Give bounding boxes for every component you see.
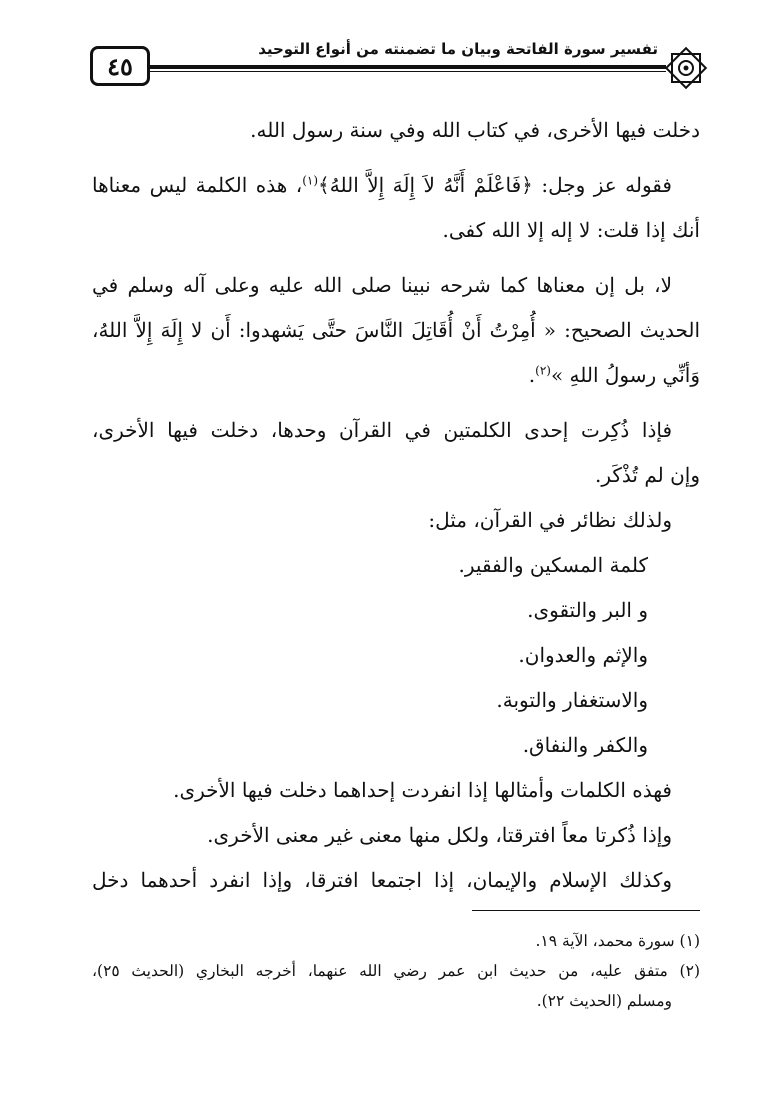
footnote-ref: (١) <box>302 173 319 188</box>
text-line: فهذه الكلمات وأمثالها إذا انفردت إحداهما دخلت فيها الأخرى. <box>173 778 672 802</box>
hadith-quote: وَأنِّي رسولُ اللهِ » <box>550 363 700 387</box>
page-number: ٤٥ <box>90 46 150 86</box>
text-line: الحديث الصحيح: « أُمِرْتُ أَنْ أُقَاتِلَ النَّاسَ حتَّى يَشهدوا: أَن لا إِلَهَ إِلاَّ اللهُ، <box>92 318 700 342</box>
main-text <box>92 108 700 903</box>
text-line: لا، بل إن معناها كما شرحه نبينا صلى الله عليه وعلى آله وسلم في <box>92 273 672 297</box>
list-item: و البر والتقوى. <box>527 598 648 622</box>
footnote: (١) سورة محمد، الآية ١٩. <box>535 932 700 950</box>
list-item: والاستغفار والتوبة. <box>496 688 648 712</box>
header-rule-thin <box>150 71 666 72</box>
list-item: والكفر والنفاق. <box>522 733 648 757</box>
text-line: وكذلك الإسلام والإيمان، إذا اجتمعا افترقا، وإذا انفرد أحدهما دخل <box>92 868 672 892</box>
header-rule <box>150 65 666 69</box>
text-line: دخلت فيها الأخرى، في كتاب الله وفي سنة رسول الله. <box>250 118 700 142</box>
text-line: وإن لم تُذْكَر. <box>595 463 700 487</box>
text-line: فإذا ذُكِرت إحدى الكلمتين في القرآن وحدها، دخلت فيها الأخرى، <box>92 418 672 442</box>
text-line: وَأنِّي رسولُ اللهِ »$^{(٢)}$. <box>528 363 700 387</box>
text-line: وإذا ذُكرتا معاً افترقتا، ولكل منها معنى غير معنى الأخرى. <box>207 823 672 847</box>
running-head: تفسير سورة الفاتحة وبيان ما تضمنته من أنواع التوحيد <box>258 40 658 58</box>
footnote-separator <box>472 910 700 911</box>
footnotes <box>92 926 700 1016</box>
list-item: والإثم والعدوان. <box>518 643 648 667</box>
footnote: ومسلم (الحديث ٢٢). <box>536 992 672 1010</box>
star-ornament-icon <box>662 44 710 92</box>
text-line: أنك إذا قلت: لا إله إلا الله كفى. <box>442 218 700 242</box>
quran-quote: فقوله عز وجل: ﴿فَاعْلَمْ أَنَّهُ لاَ إِلَهَ إِلاَّ اللهُ﴾ <box>318 173 672 197</box>
page-header <box>90 38 710 94</box>
text-line: ولذلك نظائر في القرآن، مثل: <box>428 508 672 532</box>
list-item: كلمة المسكين والفقير. <box>458 553 648 577</box>
footnote-ref: (٢) <box>535 363 551 378</box>
text-line: فقوله عز وجل: ﴿فَاعْلَمْ أَنَّهُ لاَ إِلَهَ إِلاَّ اللهُ﴾$^{(١)}$، هذه الكلمة ليس معناها <box>92 173 672 197</box>
footnote: (٢) متفق عليه، من حديث ابن عمر رضي الله عنهما، أخرجه البخاري (الحديث ٢٥)، <box>92 962 700 980</box>
